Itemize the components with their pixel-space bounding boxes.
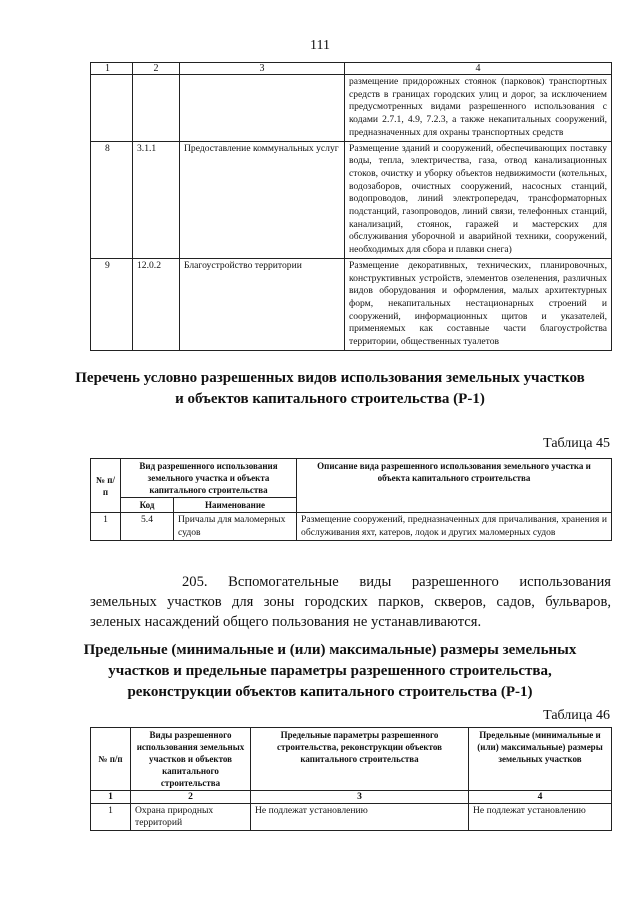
page-number: 111 — [310, 38, 330, 53]
row-use-type: Охрана природных территорий — [131, 804, 251, 831]
row-description: Размещение сооружений, предназначенных для причаливания, хранения и обслуживания яхт, катеров, лодок и других маломерных судов — [297, 513, 612, 541]
heading-line: участков и предельные параметры разрешенного строительства, — [108, 663, 552, 679]
header-number: № п/п — [91, 459, 121, 513]
table-row — [91, 513, 612, 541]
table-header-row — [91, 728, 612, 791]
header-name: Наименование — [174, 498, 297, 513]
table-row — [91, 258, 612, 350]
section-heading-conditional-uses — [40, 368, 620, 410]
column-number-1: 1 — [91, 791, 131, 804]
column-number-3: 3 — [251, 791, 469, 804]
row-name: Предоставление коммунальных услуг — [180, 141, 345, 258]
paragraph-text: 205. Вспомогательные виды разрешенного использования земельных участков для зоны городских парков, скверов, садов, бульваров, зеленых насаждений общего пользования не устанавливаются. — [90, 574, 611, 630]
column-number-3: 3 — [180, 63, 345, 75]
row-number — [91, 75, 133, 142]
row-description: Размещение декоративных, технических, планировочных, конструктивных устройств, элементов озеленения, различных видов оборудования и оформления, малых архитектурных форм, некапитальных нестационарных строений и сооружений, информационных щитов и указателей, применяемых как составные части благоустройства территории, общественных туалетов — [345, 258, 612, 350]
table-row — [91, 141, 612, 258]
header-sizes: Предельные (минимальные и (или) максимальные) размеры земельных участков — [469, 728, 612, 791]
heading-line: Перечень условно разрешенных видов использования земельных участков — [75, 370, 585, 386]
row-name: Причалы для маломерных судов — [174, 513, 297, 541]
header-description: Описание вида разрешенного использования земельного участка и объекта капитального строительства — [297, 459, 612, 513]
row-params: Не подлежат установлению — [251, 804, 469, 831]
table-45-label: Таблица 45 — [543, 436, 610, 451]
header-params: Предельные параметры разрешенного строительства, реконструкции объектов капитального строительства — [251, 728, 469, 791]
table-header-row — [91, 63, 612, 75]
header-code: Код — [121, 498, 174, 513]
row-number: 9 — [91, 258, 133, 350]
column-number-4: 4 — [469, 791, 612, 804]
section-heading-limits — [40, 640, 620, 703]
row-sizes: Не подлежат установлению — [469, 804, 612, 831]
header-number: № п/п — [91, 728, 131, 791]
row-number: 1 — [91, 513, 121, 541]
header-use-type: Вид разрешенного использования земельного участка и объекта капитального строительства — [121, 459, 297, 498]
row-code: 5.4 — [121, 513, 174, 541]
row-name: Благоустройство территории — [180, 258, 345, 350]
row-code — [133, 75, 180, 142]
row-description: размещение придорожных стоянок (парковок) транспортных средств в границах городских улиц и дорог, за исключением предусмотренных видами разрешенного использования с кодами 2.7.1, 4.9, 7.2.3, а также некапитальных сооружений, предназначенных для охраны транспортных средств — [345, 75, 612, 142]
table-row — [91, 75, 612, 142]
column-number-2: 2 — [131, 791, 251, 804]
limits-table — [90, 727, 612, 831]
land-use-table-continued — [90, 62, 612, 351]
heading-line: и объектов капитального строительства (Р-1) — [175, 391, 485, 407]
column-number-1: 1 — [91, 63, 133, 75]
row-name — [180, 75, 345, 142]
column-number-4: 4 — [345, 63, 612, 75]
row-description: Размещение зданий и сооружений, обеспечивающих поставку воды, тепла, электричества, газа, отвод канализационных стоков, очистку и уборку объектов недвижимости (котельных, водозаборов, очистных сооружений, насосных станций, водопроводов, линий электропередач, трансформаторных подстанций, газопроводов, линий связи, телефонных станций, канализаций, стоянок, гаражей и мастерских для обслуживания уборочной и аварийной техники, сооружений, необходимых для сбора и плавки снега) — [345, 141, 612, 258]
row-number: 1 — [91, 804, 131, 831]
paragraph-205 — [90, 572, 611, 632]
table-46-label: Таблица 46 — [543, 708, 610, 723]
row-code: 3.1.1 — [133, 141, 180, 258]
heading-line: Предельные (минимальные и (или) максимальные) размеры земельных — [83, 642, 577, 658]
column-number-2: 2 — [133, 63, 180, 75]
header-use-types: Виды разрешенного использования земельных участков и объектов капитального строительства — [131, 728, 251, 791]
conditional-uses-table — [90, 458, 612, 541]
heading-line: реконструкции объектов капитального строительства (Р-1) — [127, 684, 533, 700]
table-header-row — [91, 459, 612, 498]
row-number: 8 — [91, 141, 133, 258]
column-numbers-row — [91, 791, 612, 804]
row-code: 12.0.2 — [133, 258, 180, 350]
table-row — [91, 804, 612, 831]
